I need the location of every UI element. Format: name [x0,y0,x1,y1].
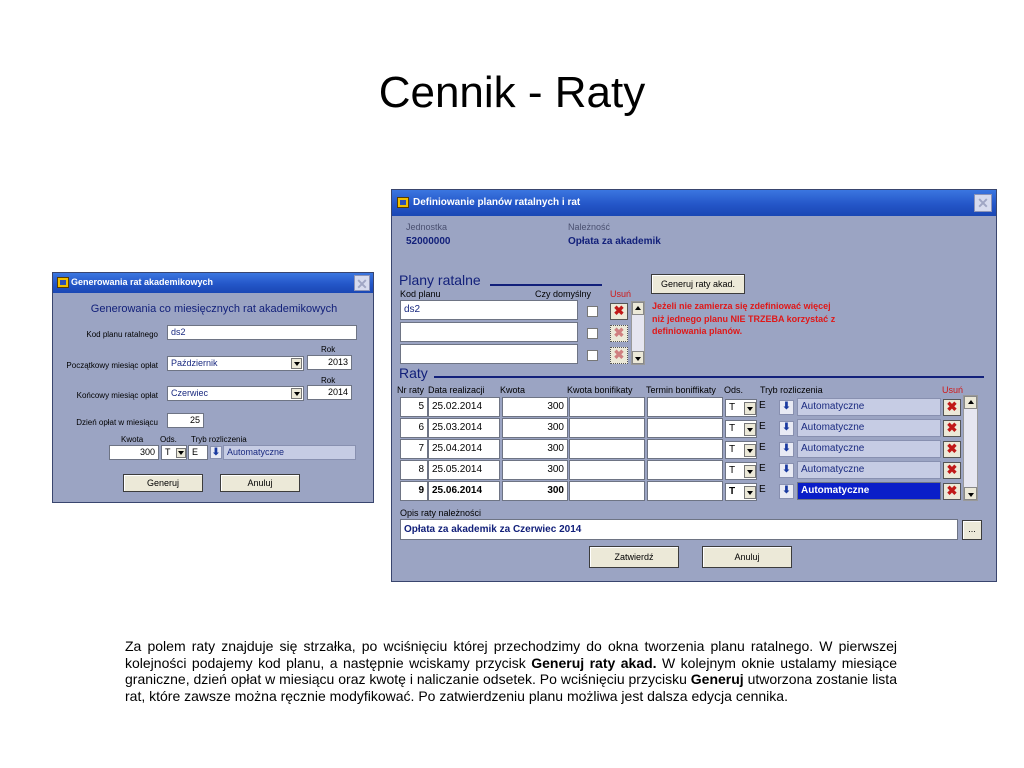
bonus-amount[interactable] [569,397,645,417]
generate-heading: Generowania co miesięcznych rat akademikowych [90,303,338,315]
bonus-date[interactable] [647,439,723,459]
unit-label: Jednostka [406,222,448,232]
start-month-select[interactable]: Październik [167,356,304,371]
delete-installment-icon[interactable]: ✖ [943,441,961,458]
installment-amount[interactable]: 300 [502,397,568,417]
generate-installments-button[interactable]: Generuj raty akad. [651,274,745,294]
delete-installment-icon[interactable]: ✖ [943,420,961,437]
settlement-mode-field[interactable]: Automatyczne [797,398,941,416]
amount-input[interactable]: 300 [109,445,159,460]
settlement-mode-field[interactable]: Automatyczne [797,440,941,458]
delete-plan-header: Usuń [610,289,632,299]
generate-button[interactable]: Generuj [123,474,203,492]
bonus-date[interactable] [647,418,723,438]
delete-plan-icon[interactable]: ✖ [610,303,628,320]
description-paragraph [125,638,897,704]
interest-select[interactable]: T [725,441,757,459]
col-interest: Ods. [724,385,744,395]
confirm-button[interactable]: Zatwierdź [589,546,679,568]
close-icon[interactable]: ✕ [974,194,992,212]
scroll-down-icon[interactable] [632,351,644,364]
settlement-mode-header: Tryb rozliczenia [191,435,247,444]
interest-select[interactable]: T [725,483,757,501]
default-header: Czy domyślny [535,289,592,299]
table-row-selected [392,481,998,501]
end-year-input[interactable]: 2014 [307,385,352,400]
installment-amount[interactable]: 300 [502,439,568,459]
realization-date[interactable]: 25.02.2014 [428,397,500,417]
window-app-icon [57,277,69,288]
col-amount: Kwota [500,385,526,395]
table-row [392,439,998,459]
installment-number: 9 [400,481,428,501]
plans-section-underline [490,284,602,286]
scroll-up-icon[interactable] [964,396,977,409]
description-ellipsis-button[interactable]: ... [962,520,982,540]
col-mode: Tryb rozliczenia [760,385,823,395]
bonus-amount[interactable] [569,439,645,459]
installment-amount[interactable]: 300 [502,481,568,501]
interest-select[interactable]: T [725,399,757,417]
delete-installment-icon[interactable]: ✖ [943,462,961,479]
col-date: Data realizacji [428,385,485,395]
interest-type-field[interactable]: E [188,445,208,460]
table-row [392,397,998,417]
default-checkbox-1[interactable] [587,306,598,317]
interest-dropdown-icon[interactable] [744,402,756,415]
unit-value: 52000000 [406,236,451,247]
download-arrow-icon[interactable]: ⬇ [779,421,794,436]
window-app-icon [397,197,409,208]
receivable-label: Należność [568,222,611,232]
end-month-label: Końcowy miesiąc opłat [76,391,158,400]
scroll-down-icon[interactable] [964,487,977,500]
interest-dropdown-icon[interactable] [744,465,756,478]
col-delete: Usuń [942,385,964,395]
installment-number: 6 [400,418,428,438]
interest-dropdown-icon[interactable] [744,444,756,457]
download-arrow-icon[interactable]: ⬇ [779,484,794,499]
start-year-input[interactable]: 2013 [307,355,352,370]
description-input[interactable]: Opłata za akademik za Czerwiec 2014 [400,519,958,540]
cancel-button[interactable]: Anuluj [220,474,300,492]
default-checkbox-2[interactable] [587,328,598,339]
bonus-date[interactable] [647,460,723,480]
interest-type: E [759,400,766,411]
receivable-value: Opłata za akademik [568,236,661,247]
plan-code-header: Kod planu [400,289,441,299]
interest-dropdown-icon[interactable] [744,423,756,436]
plan-code-row-2[interactable] [400,322,578,342]
realization-date[interactable]: 25.05.2014 [428,460,500,480]
default-checkbox-3[interactable] [587,350,598,361]
download-arrow-icon[interactable]: ⬇ [779,442,794,457]
define-window-titlebar [392,190,996,216]
interest-select[interactable]: T [725,462,757,480]
start-month-label: Początkowy miesiąc opłat [66,361,158,370]
settlement-mode-field[interactable]: Automatyczne [223,445,356,460]
define-plans-window [391,189,997,582]
bonus-amount[interactable] [569,481,645,501]
payment-day-label: Dzień opłat w miesiącu [76,418,158,427]
plans-section-title: Plany ratalne [399,272,481,288]
interest-type: E [759,484,766,495]
delete-installment-icon[interactable]: ✖ [943,399,961,416]
start-year-header: Rok [321,345,336,354]
col-nr: Nr raty [397,385,424,395]
interest-select[interactable]: T [161,445,187,460]
realization-date[interactable]: 25.03.2014 [428,418,500,438]
slide-title: Cennik - Raty [378,68,646,117]
interest-type: E [759,442,766,453]
payment-day-input[interactable]: 25 [167,413,204,428]
cancel-button[interactable]: Anuluj [702,546,792,568]
plans-warning: Jeżeli nie zamierza się zdefiniować więcej niż jednego planu NIE TRZEBA korzystać z definiowania planów. [652,301,836,336]
generate-window-titlebar [53,273,373,293]
interest-dropdown-icon[interactable] [176,448,186,458]
settlement-mode-field[interactable]: Automatyczne [797,419,941,437]
paragraph-bold-generate: Generuj [690,671,744,687]
interest-type: E [759,463,766,474]
col-bonus-date: Termin boniffikaty [646,385,716,395]
end-month-select[interactable]: Czerwiec [167,386,304,401]
installments-scrollbar[interactable] [963,395,978,501]
plan-code-row-1[interactable]: ds2 [400,300,578,320]
bonus-date[interactable] [647,481,723,501]
delete-plan-icon[interactable]: ✖ [610,325,628,342]
interest-type: E [759,421,766,432]
table-row [392,460,998,480]
paragraph-text: utworzona zostanie lista rat, które zawsze można ręcznie modyfikować. Po zatwierdzeniu planu możliwa jest dalsza edycja cennika. [125,671,897,704]
bonus-amount[interactable] [569,460,645,480]
generate-window-title: Generowania rat akademikowych [71,277,214,287]
settlement-mode-field[interactable]: Automatyczne [797,461,941,479]
installments-section-title: Raty [399,365,428,381]
paragraph-text: Za polem raty znajduje się strzałka, po wciśnięciu której przechodzimy do okna tworzenia planu ratalnego. W pierwszej kolejności podajemy kod planu, a następnie wciskamy przycisk [125,638,897,671]
interest-dropdown-icon[interactable] [744,486,756,499]
start-month-dropdown-icon[interactable] [291,358,302,369]
plan-code-input[interactable]: ds2 [167,325,357,340]
generate-installments-window [52,272,374,503]
paragraph-text: W kolejnym oknie ustalamy miesiące graniczne, dzień opłat w miesiącu oraz kwotę i naliczanie odsetek. Po wciśnięciu przycisku [125,654,897,687]
download-arrow-icon[interactable]: ⬇ [779,400,794,415]
bonus-amount[interactable] [569,418,645,438]
close-icon[interactable]: ✕ [354,275,370,291]
installment-number: 8 [400,460,428,480]
installment-number: 7 [400,439,428,459]
interest-header: Ods. [160,435,177,444]
end-month-dropdown-icon[interactable] [291,388,302,399]
download-arrow-icon[interactable]: ⬇ [211,447,221,458]
define-window-title: Definiowanie planów ratalnych i rat [413,197,581,208]
col-bonus-amount: Kwota bonifikaty [567,385,633,395]
installments-section-underline [434,376,984,378]
table-row [392,418,998,438]
realization-date[interactable]: 25.06.2014 [428,481,500,501]
plans-scrollbar[interactable] [631,301,645,365]
delete-installment-icon[interactable]: ✖ [943,483,961,500]
end-year-header: Rok [321,376,336,385]
installment-number: 5 [400,397,428,417]
installment-amount[interactable]: 300 [502,418,568,438]
interest-select[interactable]: T [725,420,757,438]
bonus-date[interactable] [647,397,723,417]
paragraph-bold-generate-installments: Generuj raty akad. [531,654,657,671]
realization-date[interactable]: 25.04.2014 [428,439,500,459]
delete-plan-icon[interactable]: ✖ [610,347,628,364]
plan-code-row-3[interactable] [400,344,578,364]
settlement-mode-field[interactable]: Automatyczne [797,482,941,500]
installment-amount[interactable]: 300 [502,460,568,480]
description-label: Opis raty należności [400,508,482,518]
amount-header: Kwota [121,435,144,444]
scroll-up-icon[interactable] [632,302,644,315]
download-arrow-icon[interactable]: ⬇ [779,463,794,478]
plan-code-label: Kod planu ratalnego [86,330,158,339]
